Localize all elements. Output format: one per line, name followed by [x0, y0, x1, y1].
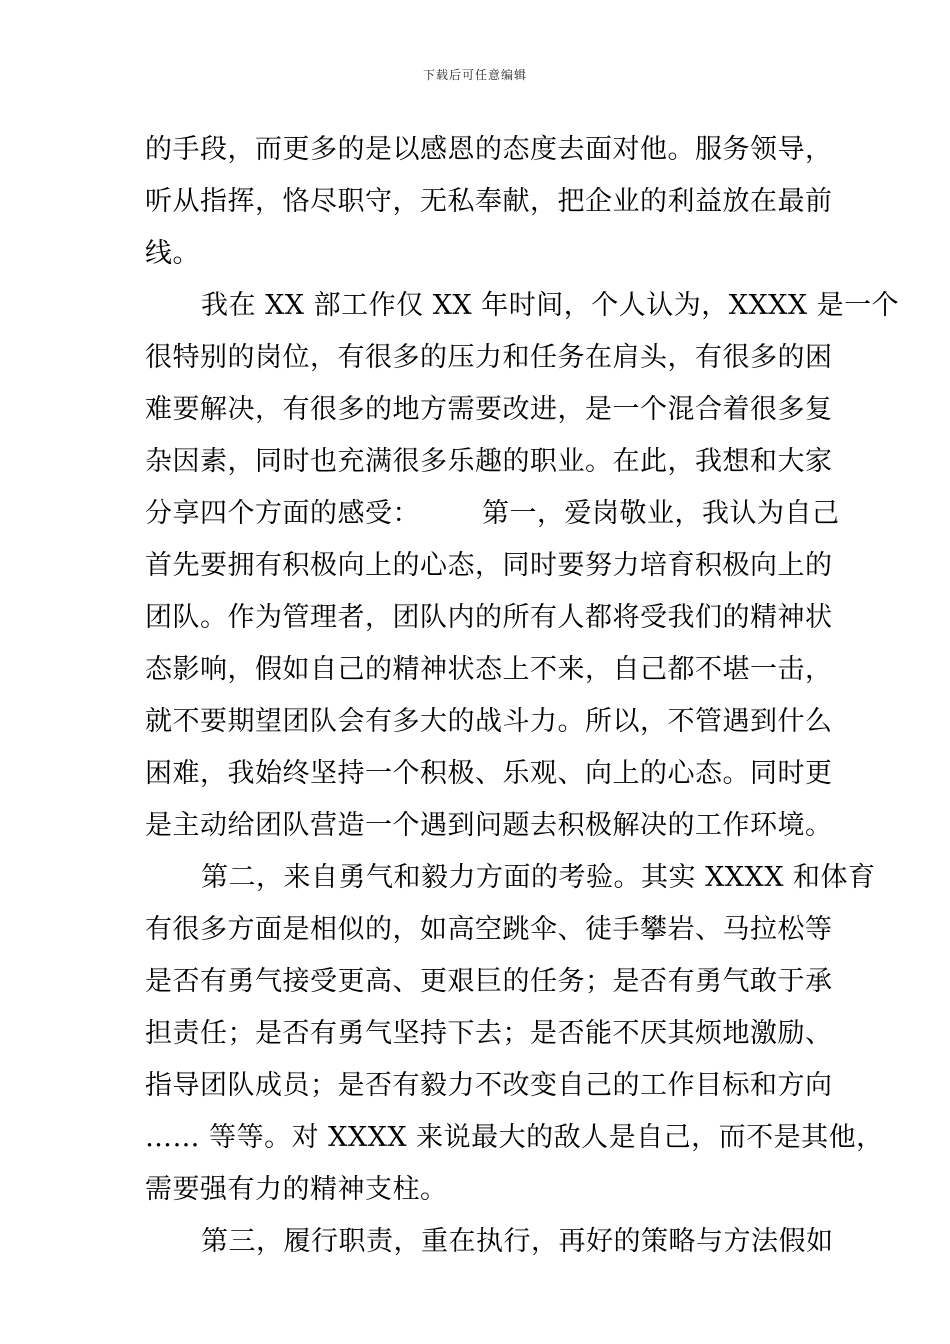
text-line: 是否有勇气接受更高、更艰巨的任务；是否有勇气敢于承 [145, 966, 833, 997]
text-line: 就不要期望团队会有多大的战斗力。所以，不管遇到什么 [145, 706, 833, 737]
document-body [145, 124, 900, 1268]
text-line: 需要强有力的精神支柱。 [145, 1174, 448, 1205]
text-line: 的手段，而更多的是以感恩的态度去面对他。服务领导， [145, 134, 833, 165]
text-line: 担责任；是否有勇气坚持下去；是否能不厌其烦地激励、 [145, 1018, 833, 1049]
page-header-note: 下载后可任意编辑 [422, 68, 527, 82]
paragraph-start-line: 我在 XX 部工作仅 XX 年时间，个人认为，XXXX 是一个 [201, 290, 900, 321]
paragraph-start-line: 第三，履行职责，重在执行，再好的策略与方法假如 [201, 1226, 834, 1257]
text-line: 困难，我始终坚持一个积极、乐观、向上的心态。同时更 [145, 758, 833, 789]
text-line: 有很多方面是相似的，如高空跳伞、徒手攀岩、马拉松等 [145, 914, 833, 945]
text-segment: 第一，爱岗敬业，我认为自己 [482, 498, 840, 529]
text-line: 杂因素，同时也充满很多乐趣的职业。在此，我想和大家 [145, 446, 833, 477]
text-line: 是主动给团队营造一个遇到问题去积极解决的工作环境。 [145, 810, 833, 841]
text-line-with-gap [145, 488, 840, 540]
text-line: 线。 [145, 238, 200, 269]
paragraph-start-line: 第二，来自勇气和毅力方面的考验。其实 XXXX 和体育 [201, 862, 876, 893]
text-line: 态影响，假如自己的精神状态上不来，自己都不堪一击， [145, 654, 833, 685]
text-line: 首先要拥有积极向上的心态，同时要努力培育积极向上的 [145, 550, 833, 581]
text-line: 指导团队成员；是否有毅力不改变自己的工作目标和方向 [145, 1070, 833, 1101]
text-line: …… 等等。对 XXXX 来说最大的敌人是自己，而不是其他， [145, 1122, 884, 1153]
text-line: 难要解决，有很多的地方需要改进，是一个混合着很多复 [145, 394, 833, 425]
text-line: 很特别的岗位，有很多的压力和任务在肩头，有很多的困 [145, 342, 833, 373]
text-line: 团队。作为管理者，团队内的所有人都将受我们的精神状 [145, 602, 833, 633]
text-segment: 分享四个方面的感受： [145, 498, 420, 529]
text-line: 听从指挥，恪尽职守，无私奉献，把企业的利益放在最前 [145, 186, 833, 217]
